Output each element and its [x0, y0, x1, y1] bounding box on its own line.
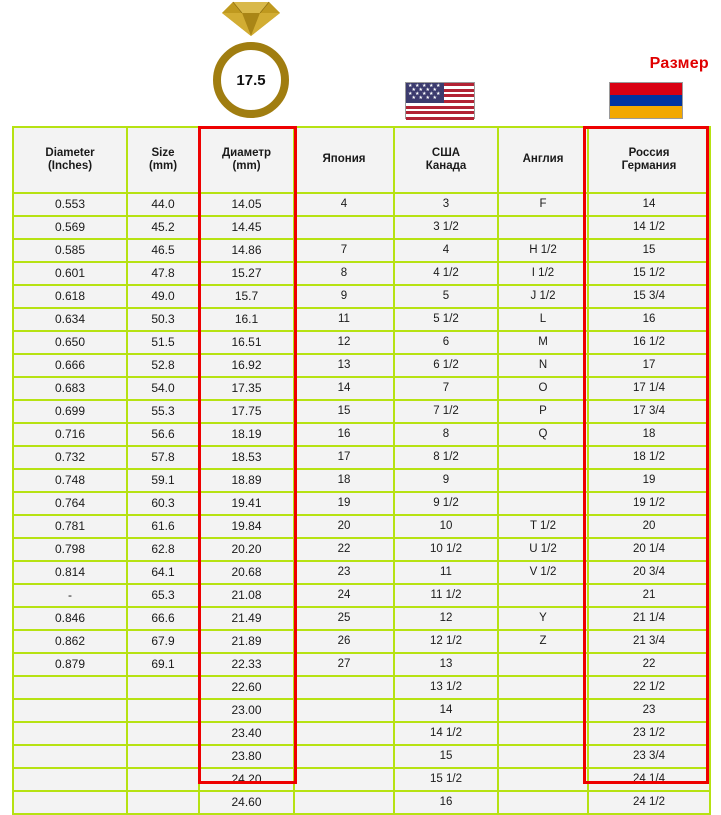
cell-russia-germany: 16 1/2: [588, 331, 710, 354]
cell-size-mm: 60.3: [127, 492, 199, 515]
table-row: [13, 216, 710, 239]
cell-usa-canada: 6 1/2: [394, 354, 498, 377]
cell-size-mm: 59.1: [127, 469, 199, 492]
cell-england: Z: [498, 630, 588, 653]
cell-diameter-inches: 0.879: [13, 653, 127, 676]
cell-usa-canada: 15 1/2: [394, 768, 498, 791]
cell-usa-canada: 11: [394, 561, 498, 584]
cell-diametr-mm: 17.35: [199, 377, 294, 400]
cell-usa-canada: 12 1/2: [394, 630, 498, 653]
cell-usa-canada: 3 1/2: [394, 216, 498, 239]
cell-japan: 7: [294, 239, 394, 262]
table-row: [13, 515, 710, 538]
cell-russia-germany: 18: [588, 423, 710, 446]
cell-russia-germany: 15 3/4: [588, 285, 710, 308]
cell-usa-canada: 8 1/2: [394, 446, 498, 469]
cell-russia-germany: 14 1/2: [588, 216, 710, 239]
header-line-1: Size: [151, 146, 175, 159]
cell-size-mm: 54.0: [127, 377, 199, 400]
cell-japan: 26: [294, 630, 394, 653]
cell-england: T 1/2: [498, 515, 588, 538]
cell-diameter-inches: 0.732: [13, 446, 127, 469]
cell-diametr-mm: 18.53: [199, 446, 294, 469]
table-row: [13, 630, 710, 653]
cell-russia-germany: 17 1/4: [588, 377, 710, 400]
header-line-2: (mm): [148, 160, 178, 172]
ring-size-value: 17.5: [236, 71, 266, 89]
table-header-row: [13, 127, 710, 193]
cell-russia-germany: 15 1/2: [588, 262, 710, 285]
cell-japan: 23: [294, 561, 394, 584]
header-line-2: (mm): [232, 160, 261, 172]
cell-england: L: [498, 308, 588, 331]
cell-japan: 22: [294, 538, 394, 561]
cell-russia-germany: 15: [588, 239, 710, 262]
table-row: [13, 377, 710, 400]
cell-russia-germany: 19 1/2: [588, 492, 710, 515]
cell-diametr-mm: 14.05: [199, 193, 294, 216]
cell-diametr-mm: 23.00: [199, 699, 294, 722]
cell-size-mm: 44.0: [127, 193, 199, 216]
cell-england: Q: [498, 423, 588, 446]
cell-russia-germany: 23 3/4: [588, 745, 710, 768]
cell-diametr-mm: 21.08: [199, 584, 294, 607]
cell-russia-germany: 23 1/2: [588, 722, 710, 745]
cell-diameter-inches: 0.781: [13, 515, 127, 538]
cell-japan: 15: [294, 400, 394, 423]
cell-size-mm: [127, 745, 199, 768]
cell-diameter-inches: 0.716: [13, 423, 127, 446]
cell-size-mm: 64.1: [127, 561, 199, 584]
cell-england: [498, 469, 588, 492]
cell-diametr-mm: 21.49: [199, 607, 294, 630]
cell-size-mm: 50.3: [127, 308, 199, 331]
cell-usa-canada: 5: [394, 285, 498, 308]
table-row: [13, 492, 710, 515]
cell-diametr-mm: 18.19: [199, 423, 294, 446]
cell-england: [498, 722, 588, 745]
cell-russia-germany: 24 1/2: [588, 791, 710, 814]
cell-size-mm: 57.8: [127, 446, 199, 469]
cell-diametr-mm: 22.60: [199, 676, 294, 699]
cell-diameter-inches: 0.553: [13, 193, 127, 216]
table-row: [13, 446, 710, 469]
cell-size-mm: 69.1: [127, 653, 199, 676]
table-row: [13, 791, 710, 814]
cell-diametr-mm: 16.1: [199, 308, 294, 331]
cell-diametr-mm: 24.60: [199, 791, 294, 814]
cell-japan: 12: [294, 331, 394, 354]
cell-russia-germany: 14: [588, 193, 710, 216]
cell-japan: [294, 768, 394, 791]
cell-usa-canada: 13: [394, 653, 498, 676]
table-row: [13, 331, 710, 354]
cell-diameter-inches: [13, 676, 127, 699]
cell-russia-germany: 16: [588, 308, 710, 331]
cell-diametr-mm: 20.68: [199, 561, 294, 584]
cell-japan: 27: [294, 653, 394, 676]
cell-size-mm: 45.2: [127, 216, 199, 239]
table-body: [13, 193, 710, 814]
header-line-1: Россия: [628, 146, 670, 159]
table-row: [13, 768, 710, 791]
cell-england: [498, 653, 588, 676]
table-row: [13, 308, 710, 331]
cell-russia-germany: 17: [588, 354, 710, 377]
cell-japan: 25: [294, 607, 394, 630]
cell-diametr-mm: 23.40: [199, 722, 294, 745]
cell-diametr-mm: 23.80: [199, 745, 294, 768]
cell-usa-canada: 10 1/2: [394, 538, 498, 561]
armenia-flag-icon: [609, 82, 683, 119]
cell-japan: 11: [294, 308, 394, 331]
cell-russia-germany: 23: [588, 699, 710, 722]
cell-russia-germany: 24 1/4: [588, 768, 710, 791]
cell-size-mm: [127, 791, 199, 814]
cell-diameter-inches: 0.798: [13, 538, 127, 561]
cell-england: N: [498, 354, 588, 377]
cell-diameter-inches: [13, 699, 127, 722]
cell-japan: 19: [294, 492, 394, 515]
cell-usa-canada: 14: [394, 699, 498, 722]
cell-diametr-mm: 16.92: [199, 354, 294, 377]
cell-england: [498, 446, 588, 469]
table-row: [13, 607, 710, 630]
cell-japan: 24: [294, 584, 394, 607]
table-row: [13, 653, 710, 676]
cell-usa-canada: 9: [394, 469, 498, 492]
table-row: [13, 745, 710, 768]
cell-russia-germany: 19: [588, 469, 710, 492]
cell-size-mm: [127, 768, 199, 791]
cell-japan: 16: [294, 423, 394, 446]
header-line-2: Германия: [621, 160, 677, 172]
cell-diameter-inches: 0.634: [13, 308, 127, 331]
column-header-japan: [294, 127, 394, 193]
column-header-diameter-inches: [13, 127, 127, 193]
cell-england: [498, 699, 588, 722]
cell-size-mm: 66.6: [127, 607, 199, 630]
cell-england: [498, 768, 588, 791]
cell-russia-germany: 21 1/4: [588, 607, 710, 630]
cell-size-mm: 52.8: [127, 354, 199, 377]
cell-usa-canada: 7 1/2: [394, 400, 498, 423]
ring-size-table-wrap: [12, 126, 709, 815]
cell-japan: 17: [294, 446, 394, 469]
cell-diametr-mm: 15.27: [199, 262, 294, 285]
cell-russia-germany: 22: [588, 653, 710, 676]
cell-russia-germany: 17 3/4: [588, 400, 710, 423]
cell-diametr-mm: 16.51: [199, 331, 294, 354]
cell-england: [498, 676, 588, 699]
cell-japan: [294, 216, 394, 239]
cell-usa-canada: 11 1/2: [394, 584, 498, 607]
cell-diametr-mm: 24.20: [199, 768, 294, 791]
cell-diameter-inches: 0.764: [13, 492, 127, 515]
cell-usa-canada: 7: [394, 377, 498, 400]
cell-usa-canada: 4 1/2: [394, 262, 498, 285]
cell-size-mm: 62.8: [127, 538, 199, 561]
cell-size-mm: 67.9: [127, 630, 199, 653]
cell-usa-canada: 10: [394, 515, 498, 538]
cell-diametr-mm: 14.86: [199, 239, 294, 262]
table-row: [13, 423, 710, 446]
table-row: [13, 285, 710, 308]
table-row: [13, 354, 710, 377]
cell-usa-canada: 14 1/2: [394, 722, 498, 745]
table-row: [13, 193, 710, 216]
cell-usa-canada: 13 1/2: [394, 676, 498, 699]
cell-diametr-mm: 21.89: [199, 630, 294, 653]
cell-japan: 13: [294, 354, 394, 377]
cell-size-mm: [127, 722, 199, 745]
cell-russia-germany: 18 1/2: [588, 446, 710, 469]
cell-england: [498, 492, 588, 515]
cell-size-mm: 56.6: [127, 423, 199, 446]
cell-usa-canada: 6: [394, 331, 498, 354]
header-line-2: Канада: [425, 160, 467, 172]
cell-england: I 1/2: [498, 262, 588, 285]
cell-usa-canada: 5 1/2: [394, 308, 498, 331]
cell-diameter-inches: 0.585: [13, 239, 127, 262]
cell-england: [498, 791, 588, 814]
cell-japan: 9: [294, 285, 394, 308]
cell-japan: [294, 745, 394, 768]
cell-diametr-mm: 15.7: [199, 285, 294, 308]
cell-usa-canada: 16: [394, 791, 498, 814]
cell-england: M: [498, 331, 588, 354]
cell-japan: 18: [294, 469, 394, 492]
cell-diameter-inches: 0.862: [13, 630, 127, 653]
cell-england: H 1/2: [498, 239, 588, 262]
cell-usa-canada: 12: [394, 607, 498, 630]
cell-england: [498, 584, 588, 607]
cell-diameter-inches: 0.569: [13, 216, 127, 239]
cell-diameter-inches: [13, 768, 127, 791]
cell-size-mm: 47.8: [127, 262, 199, 285]
cell-size-mm: 65.3: [127, 584, 199, 607]
header-line-1: Diameter: [45, 146, 95, 159]
cell-size-mm: 61.6: [127, 515, 199, 538]
table-row: [13, 400, 710, 423]
table-row: [13, 262, 710, 285]
table-row: [13, 676, 710, 699]
cell-england: O: [498, 377, 588, 400]
cell-diameter-inches: [13, 791, 127, 814]
ring-illustration: [196, 2, 306, 120]
header-graphics: [0, 0, 721, 126]
cell-size-mm: 49.0: [127, 285, 199, 308]
cell-russia-germany: 20 3/4: [588, 561, 710, 584]
cell-diametr-mm: 19.84: [199, 515, 294, 538]
table-row: [13, 584, 710, 607]
cell-japan: [294, 676, 394, 699]
cell-england: Y: [498, 607, 588, 630]
diamond-icon: [222, 2, 280, 36]
cell-russia-germany: 21: [588, 584, 710, 607]
cell-england: F: [498, 193, 588, 216]
cell-diameter-inches: 0.683: [13, 377, 127, 400]
cell-diameter-inches: 0.601: [13, 262, 127, 285]
cell-russia-germany: 21 3/4: [588, 630, 710, 653]
cell-diametr-mm: 20.20: [199, 538, 294, 561]
header-line-1: Япония: [322, 153, 366, 166]
cell-england: V 1/2: [498, 561, 588, 584]
cell-diametr-mm: 14.45: [199, 216, 294, 239]
header-line-1: Диаметр: [221, 146, 272, 159]
column-header-england: [498, 127, 588, 193]
table-row: [13, 239, 710, 262]
cell-russia-germany: 20: [588, 515, 710, 538]
cell-diametr-mm: 18.89: [199, 469, 294, 492]
cell-size-mm: [127, 676, 199, 699]
cell-size-mm: [127, 699, 199, 722]
cell-diameter-inches: 0.814: [13, 561, 127, 584]
cell-russia-germany: 22 1/2: [588, 676, 710, 699]
cell-diameter-inches: 0.699: [13, 400, 127, 423]
cell-england: U 1/2: [498, 538, 588, 561]
cell-japan: 20: [294, 515, 394, 538]
cell-japan: 4: [294, 193, 394, 216]
table-row: [13, 538, 710, 561]
cell-usa-canada: 3: [394, 193, 498, 216]
cell-usa-canada: 15: [394, 745, 498, 768]
cell-england: [498, 745, 588, 768]
cell-japan: [294, 791, 394, 814]
cell-diametr-mm: 17.75: [199, 400, 294, 423]
table-row: [13, 469, 710, 492]
cell-japan: [294, 699, 394, 722]
column-header-usa-canada: [394, 127, 498, 193]
cell-england: [498, 216, 588, 239]
cell-usa-canada: 4: [394, 239, 498, 262]
cell-diameter-inches: 0.748: [13, 469, 127, 492]
cell-diameter-inches: 0.650: [13, 331, 127, 354]
cell-diameter-inches: 0.846: [13, 607, 127, 630]
cell-size-mm: 46.5: [127, 239, 199, 262]
cell-japan: [294, 722, 394, 745]
cell-diametr-mm: 22.33: [199, 653, 294, 676]
cell-diameter-inches: -: [13, 584, 127, 607]
cell-usa-canada: 8: [394, 423, 498, 446]
cell-diameter-inches: [13, 745, 127, 768]
column-header-size-mm: [127, 127, 199, 193]
cell-size-mm: 55.3: [127, 400, 199, 423]
table-row: [13, 561, 710, 584]
cell-england: J 1/2: [498, 285, 588, 308]
cell-japan: 14: [294, 377, 394, 400]
column-header-russia-germany: [588, 127, 710, 193]
cell-size-mm: 51.5: [127, 331, 199, 354]
table-row: [13, 722, 710, 745]
header-line-2: (Inches): [47, 160, 93, 172]
cell-usa-canada: 9 1/2: [394, 492, 498, 515]
header-line-1: Англия: [522, 153, 564, 166]
table-row: [13, 699, 710, 722]
cell-diameter-inches: [13, 722, 127, 745]
cell-diameter-inches: 0.618: [13, 285, 127, 308]
column-header-diametr-mm: [199, 127, 294, 193]
cell-diametr-mm: 19.41: [199, 492, 294, 515]
razmer-label: Размер: [649, 55, 709, 72]
ring-size-table: [12, 126, 711, 815]
header-line-1: США: [431, 146, 461, 159]
cell-england: P: [498, 400, 588, 423]
cell-diameter-inches: 0.666: [13, 354, 127, 377]
cell-russia-germany: 20 1/4: [588, 538, 710, 561]
cell-japan: 8: [294, 262, 394, 285]
usa-flag-icon: ★ ★ ★ ★ ★ ★ ★ ★ ★ ★ ★ ★ ★ ★ ★ ★ ★ ★: [405, 82, 475, 119]
